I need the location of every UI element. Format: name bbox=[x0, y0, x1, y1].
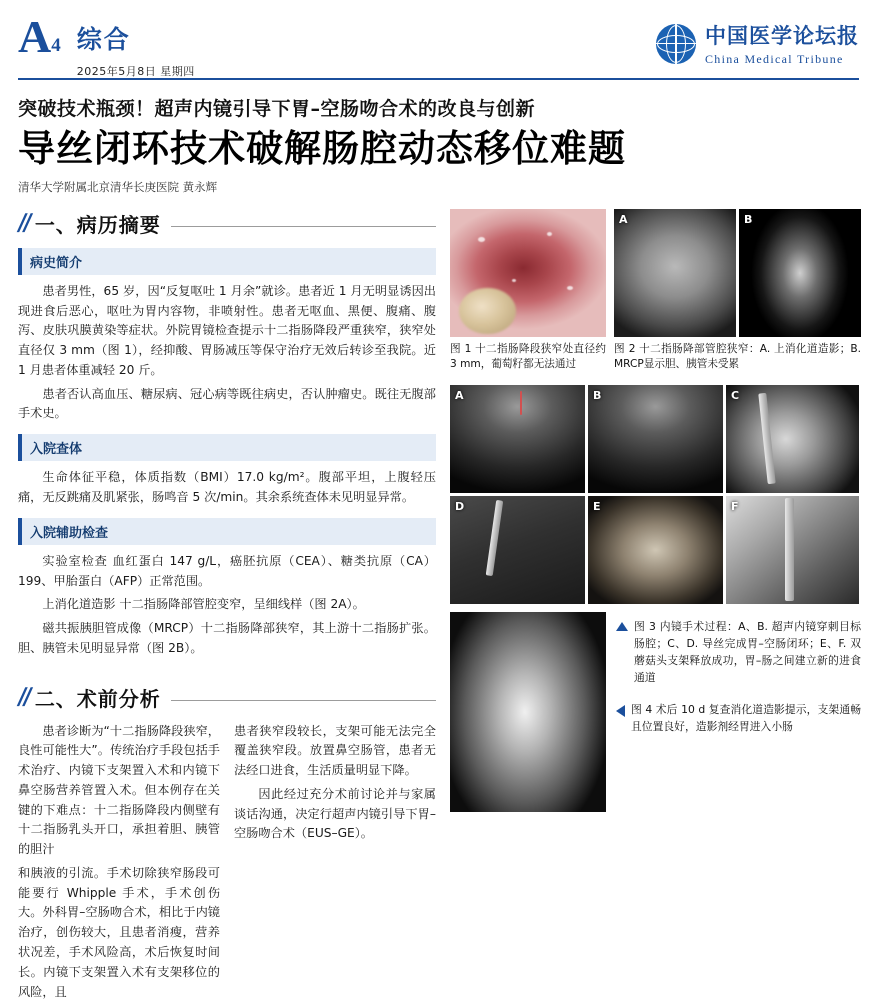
paragraph-history-2: 患者否认高血压、糖尿病、冠心病等既往病史，否认肿瘤史。既往无腹部手术史。 bbox=[18, 386, 436, 421]
brand-name-en: China Medical Tribune bbox=[705, 52, 844, 66]
subhead-history: 病史简介 bbox=[18, 248, 436, 275]
panel-label-b: B bbox=[593, 388, 602, 402]
figure-4-caption: 图 4 术后 10 d 复查消化道造影提示，支架通畅且位置良好，造影剂经胃进入小肠 bbox=[631, 702, 861, 733]
section-one-title: 一、病历摘要 bbox=[34, 212, 161, 237]
section-two-title: 二、术前分析 bbox=[34, 686, 161, 711]
paragraph-mrcp: 磁共振胰胆管成像（MRCP）十二指肠降部狭窄，其上游十二指肠扩张。胆、胰管未见明显异常（图 2B）。 bbox=[18, 621, 436, 655]
section-heading-one bbox=[18, 209, 436, 238]
paragraph-examination: 生命体征平稳，体质指数（BMI）17.0 kg/m²。腹部平坦，上腹轻压痛，无反跳痛及肌紧张，肠鸣音 5 次/min。其余系统查体未见明显异常。 bbox=[18, 470, 436, 504]
figure-4-block bbox=[450, 612, 861, 812]
brand-name-cn: 中国医学论坛报 bbox=[705, 24, 859, 48]
issue-date: 2025年5月8日 星期四 bbox=[76, 65, 195, 78]
article-byline: 清华大学附属北京清华长庚医院 黄永辉 bbox=[18, 179, 218, 194]
masthead bbox=[0, 0, 877, 78]
triangle-left-icon bbox=[616, 705, 625, 717]
paragraph-preop-3: 患者狭窄段较长，支架可能无法完全覆盖狭窄段。放置鼻空肠管，患者无法经口进食，生活质量明显下降。 bbox=[234, 723, 436, 778]
heading-rule bbox=[171, 226, 436, 227]
paragraph-lab: 实验室检查 血红蛋白 147 g/L，癌胚抗原（CEA）、糖类抗原（CA）199、甲胎蛋白（AFP）正常范围。 bbox=[18, 553, 436, 588]
panel-label-e: E bbox=[593, 499, 601, 513]
figure-column bbox=[450, 209, 861, 1006]
page-marker bbox=[18, 11, 61, 62]
preop-two-columns bbox=[18, 722, 436, 1006]
figure-4-caption-row bbox=[616, 701, 861, 736]
stent-mesh-image-e bbox=[588, 496, 723, 604]
mrcp-image bbox=[739, 209, 861, 337]
postop-contrast-image bbox=[450, 612, 606, 812]
slash-decoration-icon: // bbox=[16, 684, 31, 711]
xray-contrast-image bbox=[614, 209, 736, 337]
subhead-auxiliary: 入院辅助检查 bbox=[18, 518, 436, 545]
subhead-examination: 入院查体 bbox=[18, 434, 436, 461]
stent-release-image-f bbox=[726, 496, 859, 604]
preop-column-2 bbox=[234, 722, 436, 1006]
page-letter: A bbox=[18, 11, 51, 62]
endoscopy-image bbox=[450, 209, 606, 337]
fluoroscopy-image-d bbox=[450, 496, 585, 604]
masthead-divider bbox=[18, 78, 859, 80]
figure-1-caption: 图 1 十二指肠降段狭窄处直径约 3 mm，葡萄籽都无法通过 bbox=[450, 342, 606, 371]
paragraph-history-1: 患者男性，65 岁，因“反复呕吐 1 月余”就诊。患者近 1 月无明显诱因出现进食后恶心，呕吐为胃内容物，非喷射性。患者无呕血、黑便、腹痛、腹泻、皮肤巩膜黄染等症状。外院胃镜检查提示十二指肠降段严重狭窄，狭窄处直径仅 3 mm（图 1），经抑酸、胃肠减压等保守治疗无效后转诊至我院。近 1 月患者体重减轻 20 斤。 bbox=[18, 283, 436, 377]
figure-1 bbox=[450, 209, 606, 373]
globe-icon bbox=[656, 24, 696, 64]
article-title: 导丝闭环技术破解肠腔动态移位难题 bbox=[18, 127, 626, 170]
paragraph-preop-1: 患者诊断为“十二指肠降段狭窄，良性可能性大”。传统治疗手段包括手术治疗、内镜下支架置入术和内镜下鼻空肠营养管置入术。但本例存在关键的下难点：十二指肠降段内侧壁有十二指肠乳头开口，承担着胆、胰管的胆汁 bbox=[18, 723, 220, 857]
figure-3-caption-row bbox=[616, 618, 861, 687]
figure-3-row-2 bbox=[450, 496, 861, 604]
panel-label-f: F bbox=[731, 499, 739, 513]
slash-decoration-icon: // bbox=[16, 210, 31, 237]
section-name: 综合 bbox=[76, 25, 131, 54]
paragraph-preop-4: 因此经过充分术前讨论并与家属谈话沟通，决定行超声内镜引导下胃–空肠吻合术（EUS–GE）。 bbox=[234, 786, 436, 841]
fluoroscopy-image-c bbox=[726, 385, 859, 493]
section-block bbox=[77, 20, 195, 79]
figure-row-top bbox=[450, 209, 861, 373]
panel-label-a: A bbox=[455, 388, 464, 402]
paragraph-gi-contrast: 上消化道造影 十二指肠降部管腔变窄，呈细线样（图 2A）。 bbox=[42, 597, 365, 612]
panel-label-d: D bbox=[455, 499, 465, 513]
figure-3-row-1 bbox=[450, 385, 861, 493]
article-body bbox=[0, 195, 877, 1006]
text-column bbox=[18, 209, 436, 1006]
panel-label-a: A bbox=[619, 212, 628, 226]
paragraph-preop-2: 和胰液的引流。手术切除狭窄肠段可能要行 Whipple 手术，手术创伤大。外科胃–空肠吻合术，相比于内镜治疗，创伤较大，且患者消瘦，营养状况差，手术风险高，术后恢复时间长。内镜下支架置入术有支架移位的风险，且 bbox=[18, 865, 220, 999]
figure-3-caption: 图 3 内镜手术过程：A、B. 超声内镜穿刺目标肠腔；C、D. 导丝完成胃–空肠闭环；E、F. 双蘑菇头支架释放成功，胃–肠之间建立新的进食通道 bbox=[634, 619, 861, 685]
panel-label-b: B bbox=[744, 212, 753, 226]
figure-2 bbox=[614, 209, 861, 373]
preop-column-1 bbox=[18, 722, 220, 1006]
panel-label-c: C bbox=[731, 388, 740, 402]
heading-rule bbox=[171, 700, 436, 701]
triangle-up-icon bbox=[616, 622, 628, 631]
section-heading-two bbox=[18, 683, 436, 712]
eus-image-b bbox=[588, 385, 723, 493]
headline-block bbox=[0, 78, 877, 195]
page-number: 4 bbox=[51, 35, 61, 56]
article-kicker: 突破技术瓶颈！超声内镜引导下胃–空肠吻合术的改良与创新 bbox=[18, 98, 536, 120]
figure-2-caption: 图 2 十二指肠降部管腔狭窄：A. 上消化道造影；B. MRCP显示胆、胰管未受累 bbox=[614, 342, 861, 371]
brand-logo bbox=[656, 20, 859, 67]
eus-image-a bbox=[450, 385, 585, 493]
